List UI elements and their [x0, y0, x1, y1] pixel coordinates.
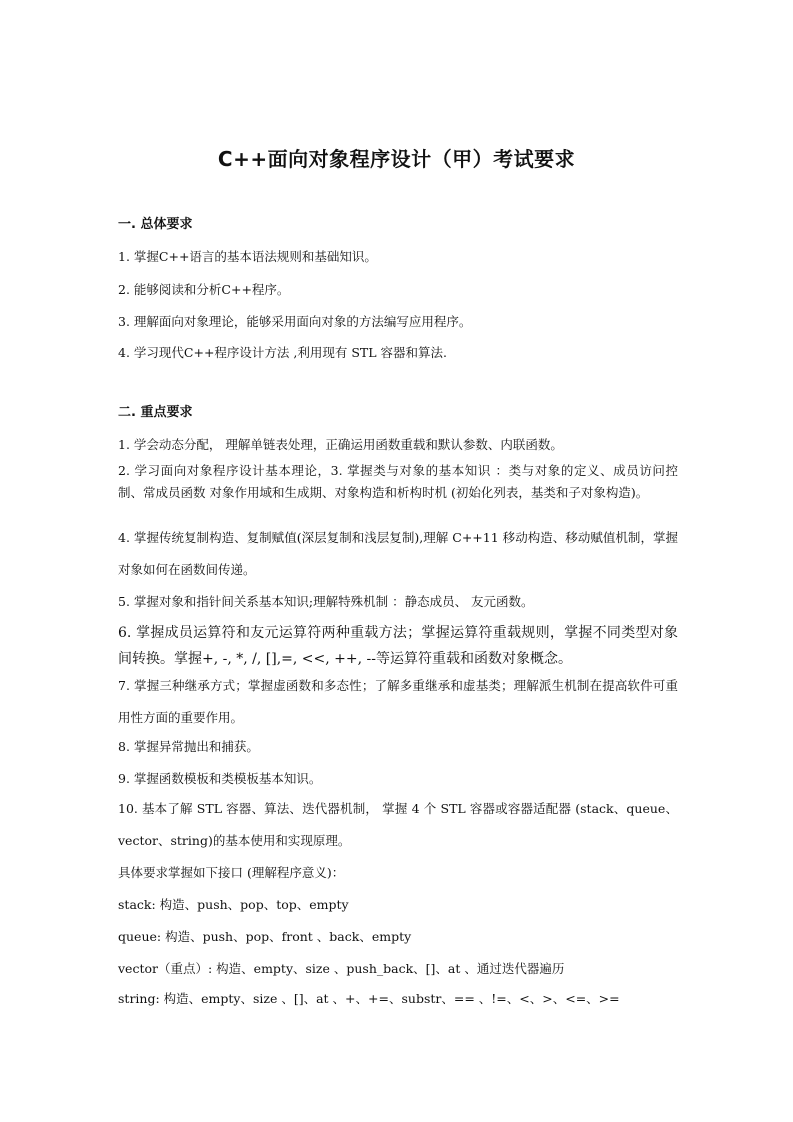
key-item-6: 6. 掌握成员运算符和友元运算符两种重载方法；掌握运算符重载规则，掌握不同类型对象间转换。掌握+, -, *, /, [],=, <<, ++, --等运算符重载和函数对象概念。: [118, 625, 678, 667]
key-item-9: 9. 掌握函数模板和类模板基本知识。: [118, 771, 322, 786]
interface-stack: stack: 构造、push、pop、top、empty: [118, 897, 349, 912]
key-item-7: 7. 掌握三种继承方式；掌握虚函数和多态性；了解多重继承和虚基类；理解派生机制在提高软件可重用性方面的重要作用。: [118, 678, 678, 725]
general-item-3: 3. 理解面向对象理论，能够采用面向对象的方法编写应用程序。: [118, 314, 472, 329]
key-item-10: 10. 基本了解 STL 容器、算法、迭代器机制， 掌握 4 个 STL 容器或容器适配器 (stack、queue、vector、string)的基本使用和实现原理。: [118, 801, 678, 848]
document-title: C++面向对象程序设计（甲）考试要求: [217, 147, 576, 171]
key-item-8: 8. 掌握异常抛出和捕获。: [118, 739, 259, 754]
section-heading-general: 一. 总体要求: [118, 217, 193, 232]
interface-string: string: 构造、empty、size 、[]、at 、+、+=、substr、== 、!=、<、>、<=、>=: [118, 991, 620, 1006]
key-item-2: 2. 学习面向对象程序设计基本理论，3. 掌握类与对象的基本知识 ：类与对象的定义、成员访问控制、常成员函数 对象作用域和生成期、对象构造和析构时机 (初始化列表，基类和子对象构造)。: [118, 463, 678, 500]
general-item-2: 2. 能够阅读和分析C++程序。: [118, 282, 290, 297]
interface-vector: vector（重点）: 构造、empty、size 、push_back、[]、at 、通过迭代器遍历: [118, 961, 565, 976]
key-item-5: 5. 掌握对象和指针间关系基本知识;理解特殊机制 ：静态成员、 友元函数。: [118, 594, 534, 609]
key-item-4: 4. 掌握传统复制构造、复制赋值(深层复制和浅层复制),理解 C++11 移动构造、移动赋值机制，掌握对象如何在函数间传递。: [118, 530, 678, 577]
interface-intro: 具体要求掌握如下接口 (理解程序意义)：: [118, 865, 345, 880]
key-item-1: 1. 学会动态分配， 理解单链表处理，正确运用函数重载和默认参数、内联函数。: [118, 437, 563, 452]
general-item-4: 4. 学习现代C++程序设计方法 ,利用现有 STL 容器和算法.: [118, 345, 447, 360]
general-item-1: 1. 掌握C++语言的基本语法规则和基础知识。: [118, 249, 377, 264]
interface-queue: queue: 构造、push、pop、front 、back、empty: [118, 929, 412, 944]
section-heading-key: 二. 重点要求: [118, 405, 193, 420]
